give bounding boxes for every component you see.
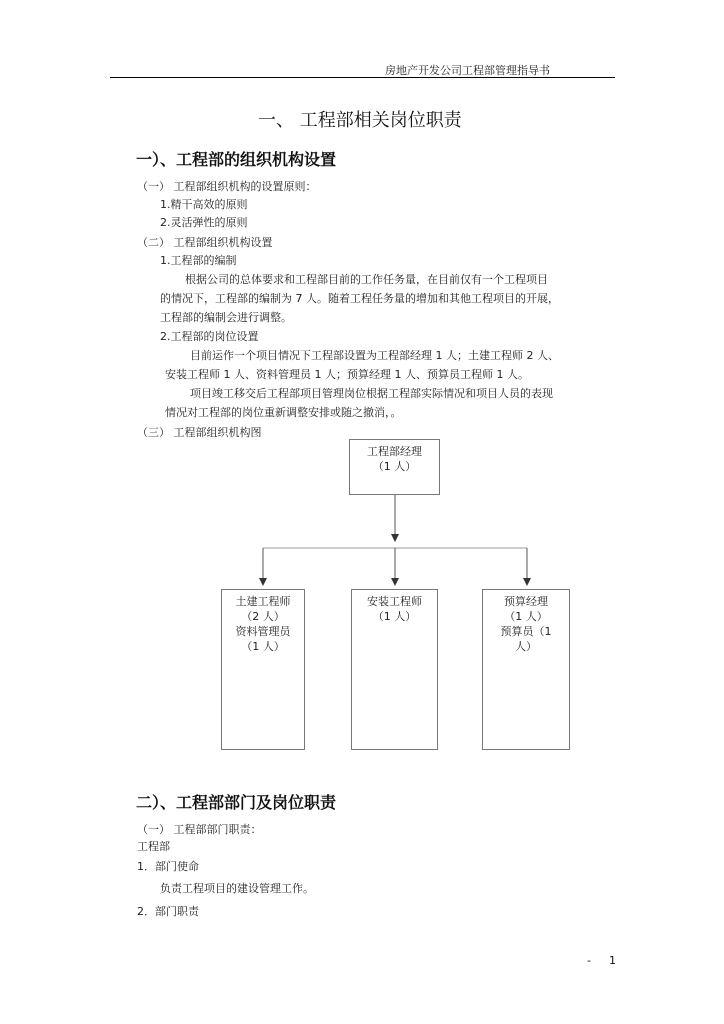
org-box-budget [482,589,570,750]
box-line: 预算员（1 [500,625,552,638]
text-line: 工程部的编制会进行调整。 [160,311,292,324]
box-line: 资料管理员 [235,625,291,638]
box-line: 土建工程师 [235,595,291,608]
box-line: （1 人） [241,640,285,653]
list-item: 1．部门使命 [137,860,199,873]
list-item: 2.灵活弹性的原则 [160,216,248,229]
org-box-manager [349,439,440,495]
dept-name: 工程部 [137,840,170,853]
page-number: 1 [609,954,616,967]
box-line: （2 人） [241,610,285,623]
text-line: 项目竣工移交后工程部项目管理岗位根据工程部实际情况和项目人员的表现 [190,387,553,400]
box-line: （1 人） [372,460,417,473]
text-line: 负责工程项目的建设管理工作。 [160,882,314,895]
para-org-chart: （三） 工程部组织机构图 [137,426,262,439]
box-line: 人） [515,640,537,653]
footer-dash: - [587,954,591,967]
org-box-civil [221,589,305,750]
box-line: 工程部经理 [367,445,422,458]
running-header: 房地产开发公司工程部管理指导书 [385,64,550,77]
text-line: 情况对工程部的岗位重新调整安排或随之撤消，。 [165,406,402,419]
sub-heading-positions: 2.工程部的岗位设置 [160,330,259,343]
sub-heading-staffing: 1.工程部的编制 [160,254,237,267]
para-dept-duties: （一） 工程部部门职责： [137,823,262,836]
section-heading-1: 一）、工程部的组织机构设置 [136,150,337,169]
para-structure: （二） 工程部组织机构设置 [137,236,273,249]
text-line: 根据公司的总体要求和工程部目前的工作任务量，在目前仅有一个工程项目 [185,273,548,286]
list-item: 1.精干高效的原则 [160,198,248,211]
box-line: 安装工程师 [367,595,422,608]
list-item: 2．部门职责 [137,905,199,918]
box-line: （1 人） [372,610,417,623]
page-title: 一、 工程部相关岗位职责 [258,110,462,131]
section-heading-2: 二）、工程部部门及岗位职责 [136,793,337,812]
text-line: 目前运作一个项目情况下工程部设置为工程部经理 1 人；土建工程师 2 人、 [190,349,559,362]
text-line: 的情况下，工程部的编制为 7 人。随着工程任务量的增加和其他工程项目的开展， [160,292,559,305]
text-line: 安装工程师 1 人、资料管理员 1 人；预算经理 1 人、预算员工程师 1 人。 [165,368,529,381]
box-line: （1 人） [504,610,548,623]
box-line: 预算经理 [504,595,548,608]
para-principles: （一） 工程部组织机构的设置原则： [137,180,317,193]
org-box-installation [351,589,438,750]
